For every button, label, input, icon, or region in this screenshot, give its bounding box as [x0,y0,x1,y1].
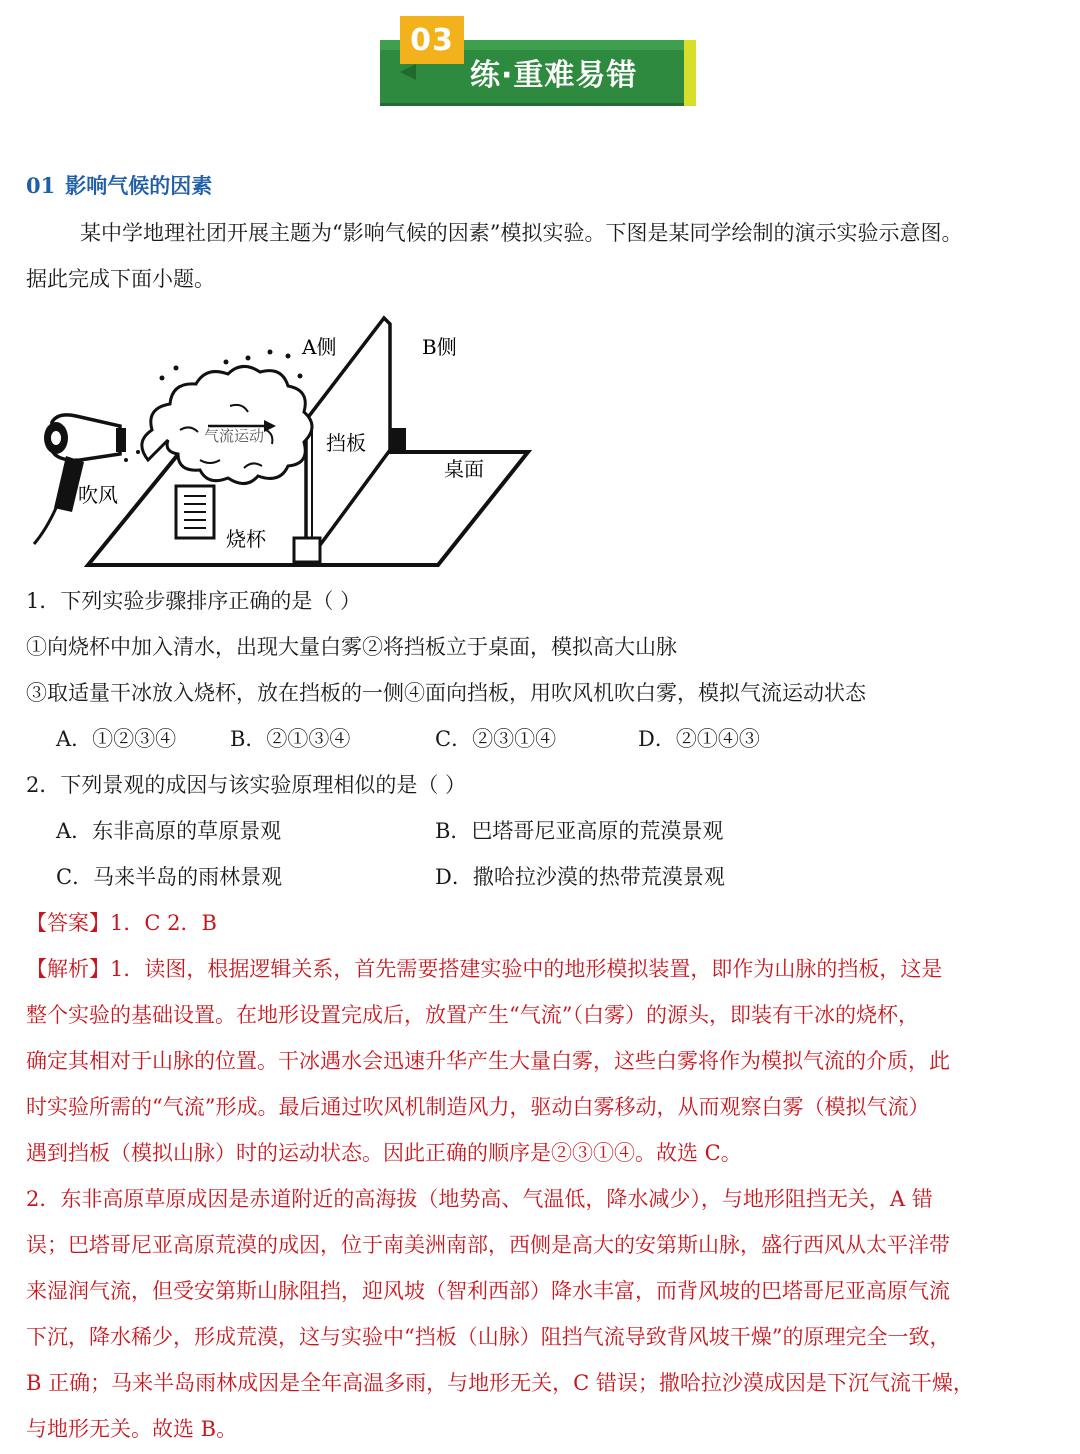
analysis-line: 误；巴塔哥尼亚高原荒漠的成因，位于南美洲南部，西侧是高大的安第斯山脉，盛行西风从太平洋带 [26,1233,950,1257]
label-b-side: B侧 [422,335,457,359]
answer-line: 【答案】1．C 2．B [26,911,217,935]
label-dryer: 吹风 [78,483,118,507]
board-foot-back [390,428,406,452]
analysis-line: 与地形无关。故选 B。 [26,1417,238,1441]
analysis-line: B 正确；马来半岛雨林成因是全年高温多雨，与地形无关，C 错误；撒哈拉沙漠成因是下沉气流干燥， [26,1371,974,1395]
banner-title: 练·重难易错 [470,58,638,93]
q2-option-d: D．撒哈拉沙漠的热带荒漠景观 [435,865,725,889]
analysis-line: 2．东非高原草原成因是赤道附近的高海拔（地势高、气温低，降水减少），与地形阻挡无关，A 错 [26,1187,933,1211]
section-banner [378,8,698,102]
banner-accent [684,40,696,106]
analysis-line: 时实验所需的“气流”形成。最后通过吹风机制造风力，驱动白雾移动，从而观察白雾（模拟气流） [26,1095,930,1119]
intro-line-1: 某中学地理社团开展主题为“影响气候的因素”模拟实验。下图是某同学绘制的演示实验示意图。 [80,221,963,245]
analysis-line: 来湿润气流，但受安第斯山脉阻挡，迎风坡（智利西部）降水丰富，而背风坡的巴塔哥尼亚高原气流 [26,1279,950,1303]
board-foot-front [294,538,320,562]
q1-option-c: C．②③①④ [435,727,557,751]
label-board: 挡板 [326,431,366,455]
analysis-line: 整个实验的基础设置。在地形设置完成后，放置产生“气流”（白雾）的源头，即装有干冰的烧杯， [26,1003,919,1027]
hair-dryer [34,415,126,544]
analysis-line: 下沉，降水稀少，形成荒漠，这与实验中“挡板（山脉）阻挡气流导致背风坡干燥”的原理完全一致， [26,1325,951,1349]
q2-option-a: A．东非高原的草原景观 [56,819,282,843]
q2-stem: 2．下列景观的成因与该实验原理相似的是（ ） [26,773,467,797]
label-airflow: 气流运动 [204,427,265,445]
analysis-line: 遇到挡板（模拟山脉）时的运动状态。因此正确的顺序是②③①④。故选 C。 [26,1141,742,1165]
experiment-figure [30,310,540,575]
q1-steps-2: ③取适量干冰放入烧杯，放在挡板的一侧④面向挡板，用吹风机吹白雾，模拟气流运动状态 [26,681,866,705]
q2-option-c: C．马来半岛的雨林景观 [56,865,283,889]
label-a-side: A侧 [302,335,337,359]
section-title: 影响气候的因素 [65,173,213,198]
banner-arrow-icon [400,64,416,80]
label-table: 桌面 [444,457,484,481]
q1-steps-1: ①向烧杯中加入清水，出现大量白雾②将挡板立于桌面，模拟高大山脉 [26,635,677,659]
section-number: 01 [26,173,56,198]
q2-option-b: B．巴塔哥尼亚高原的荒漠景观 [435,819,724,843]
banner-number: 03 [400,16,464,64]
analysis-line: 【解析】1．读图，根据逻辑关系，首先需要搭建实验中的地形模拟装置，即作为山脉的挡板，这是 [26,957,943,981]
q1-option-b: B．②①③④ [230,727,351,751]
section-heading [26,170,212,200]
q1-option-d: D．②①④③ [638,727,760,751]
intro-line-2: 据此完成下面小题。 [26,267,215,291]
label-beaker: 烧杯 [226,527,266,551]
analysis-line: 确定其相对于山脉的位置。干冰遇水会迅速升华产生大量白雾，这些白雾将作为模拟气流的介质，此 [26,1049,950,1073]
q1-option-a: A．①②③④ [56,727,177,751]
q1-stem: 1．下列实验步骤排序正确的是（ ） [26,589,362,613]
